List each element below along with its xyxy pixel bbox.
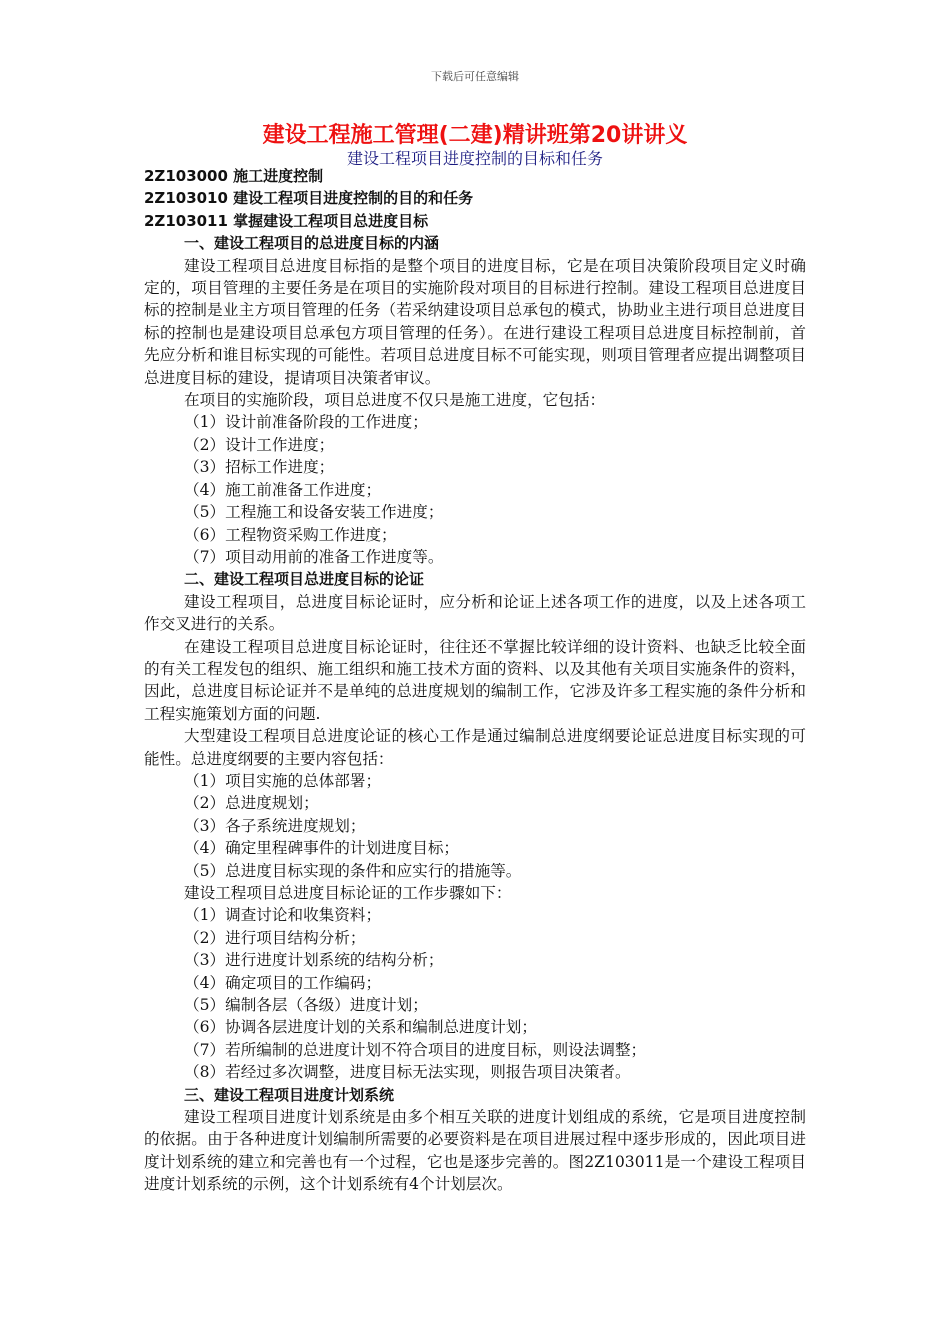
list-item: （1）项目实施的总体部署； bbox=[184, 771, 382, 790]
step-item: （4）确定项目的工作编码； bbox=[184, 973, 382, 992]
document-subtitle: 建设工程项目进度控制的目标和任务 bbox=[346, 149, 603, 168]
section3-heading: 三、建设工程项目进度计划系统 bbox=[184, 1085, 395, 1104]
section2-paragraph: 建设工程项目，总进度目标论证时，应分析和论证上述各项工作的进度，以及上述各项工作交叉进行的关系。 bbox=[144, 592, 806, 634]
section2-paragraph: 建设工程项目总进度目标论证的工作步骤如下： bbox=[184, 884, 512, 902]
chapter-heading: 2Z103000 施工进度控制 bbox=[144, 167, 324, 185]
list-item: （5）工程施工和设备安装工作进度； bbox=[184, 503, 444, 522]
section3-paragraph: 建设工程项目进度计划系统是由多个相互关联的进度计划组成的系统，它是项目进度控制的依据。由于各种进度计划编制所需要的必要资料是在项目进展过程中逐步形成的，因此项目进度计划系统的建立和完善也有一个过程，它也是逐步完善的。图2Z103011是一个建设工程项目进度计划系统的示例，这个计划系统有4个计划层次。 bbox=[144, 1108, 806, 1194]
list-item: （3）各子系统进度规划； bbox=[184, 816, 366, 835]
step-item: （6）协调各层进度计划的关系和编制总进度计划； bbox=[184, 1018, 537, 1037]
step-item: （2）进行项目结构分析； bbox=[184, 928, 366, 947]
section2-paragraph: 大型建设工程项目总进度论证的核心工作是通过编制总进度纲要论证总进度目标实现的可能性。总进度纲要的主要内容包括： bbox=[144, 727, 806, 768]
list-item: （7）项目动用前的准备工作进度等。 bbox=[184, 547, 444, 566]
section2-paragraph: 在建设工程项目总进度目标论证时，往往还不掌握比较详细的设计资料、也缺乏比较全面的有关工程发包的组织、施工组织和施工技术方面的资料、以及其他有关项目实施条件的资料，因此，总进度目标论证并不是单纯的总进度规划的编制工作，它涉及许多工程实施的条件分析和工程实施策划方面的问题. bbox=[144, 637, 806, 723]
step-item: （3）进行进度计划系统的结构分析； bbox=[184, 951, 444, 970]
section2-heading: 二、建设工程项目总进度目标的论证 bbox=[184, 570, 425, 589]
list-item: （2）设计工作进度； bbox=[184, 435, 335, 454]
step-item: （5）编制各层（各级）进度计划； bbox=[184, 996, 428, 1015]
step-item: （7）若所编制的总进度计划不符合项目的进度目标，则设法调整； bbox=[184, 1040, 647, 1059]
step-item: （1）调查讨论和收集资料； bbox=[184, 906, 382, 925]
subsection-code-heading: 2Z103011 掌握建设工程项目总进度目标 bbox=[144, 211, 429, 230]
section1-heading: 一、建设工程项目的总进度目标的内涵 bbox=[184, 234, 440, 253]
list-item: （5）总进度目标实现的条件和应实行的措施等。 bbox=[184, 861, 522, 880]
document-body bbox=[144, 165, 806, 1196]
section1-paragraph: 在项目的实施阶段，项目总进度不仅只是施工进度，它包括： bbox=[184, 391, 606, 410]
section1-paragraph: 建设工程项目总进度目标指的是整个项目的进度目标，它是在项目决策阶段项目定义时确定的，项目管理的主要任务是在项目的实施阶段对项目的目标进行控制。建设工程项目总进度目标的控制是业主方项目管理的任务（若采纳建设项目总承包的模式，协助业主进行项目总进度目标的控制也是建设项目总承包方项目管理的任务）。在进行建设工程项目总进度目标控制前，首先应分析和谁目标实现的可能性。若项目总进度目标不可能实现，则项目管理者应提出调整项目总进度目标的建设，提请项目决策者审议。 bbox=[144, 256, 806, 387]
list-item: （2）总进度规划； bbox=[184, 794, 319, 813]
header-note: 下载后可任意编辑 bbox=[431, 70, 519, 83]
document-title: 建设工程施工管理(二建)精讲班第20讲讲义 bbox=[262, 123, 688, 148]
list-item: （4）施工前准备工作进度； bbox=[184, 480, 382, 499]
list-item: （3）招标工作进度； bbox=[184, 458, 335, 477]
list-item: （4）确定里程碑事件的计划进度目标； bbox=[184, 839, 460, 858]
section-code-heading: 2Z103010 建设工程项目进度控制的目的和任务 bbox=[144, 189, 474, 208]
list-item: （1）设计前准备阶段的工作进度； bbox=[184, 413, 428, 432]
step-item: （8）若经过多次调整，进度目标无法实现，则报告项目决策者。 bbox=[184, 1063, 631, 1082]
list-item: （6）工程物资采购工作进度； bbox=[184, 525, 397, 544]
